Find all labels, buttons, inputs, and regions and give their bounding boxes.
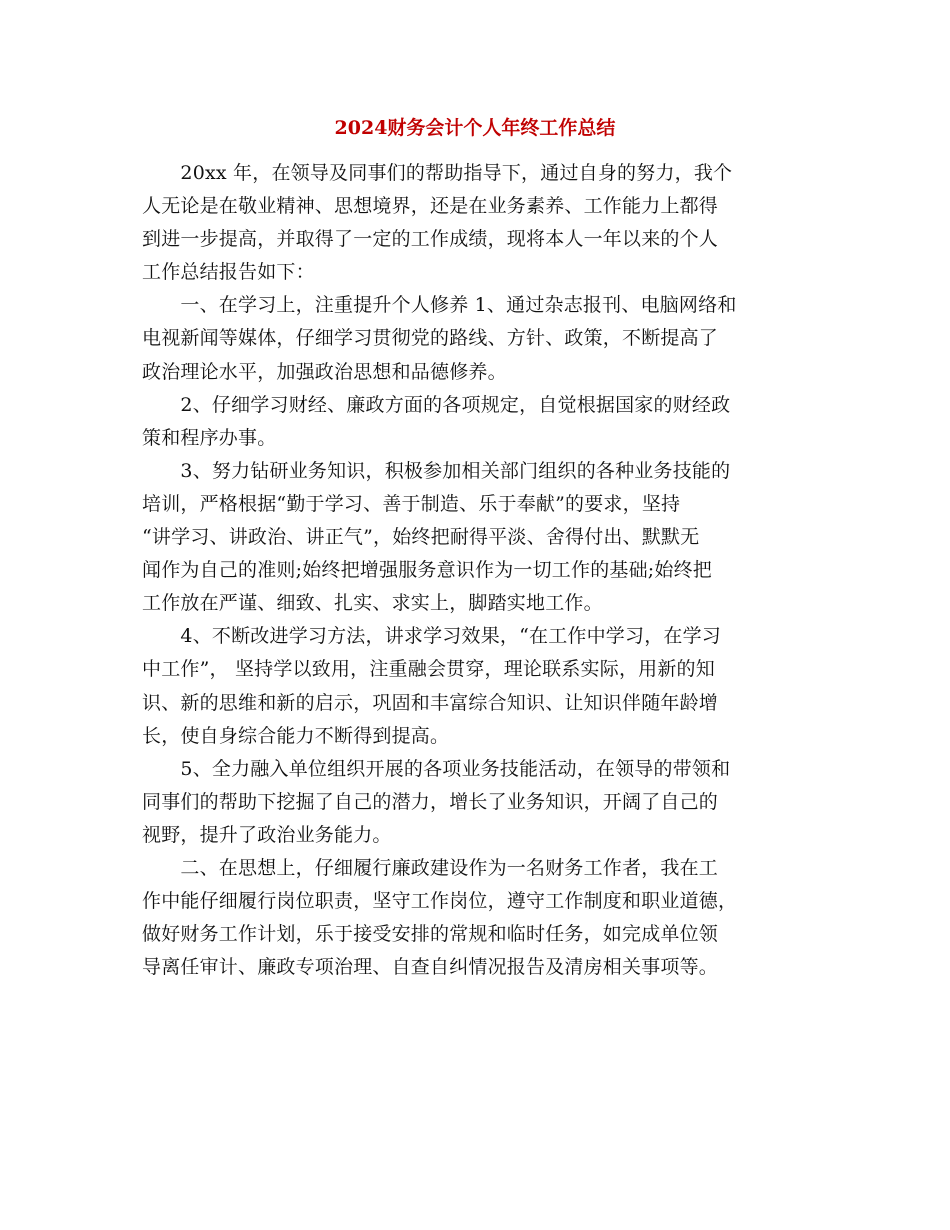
text-line: 4、不断改进学习方法，讲求学习效果，“在工作中学习，在学习	[142, 625, 722, 648]
text-line: 政治理论水平，加强政治思想和品德修养。	[142, 360, 507, 383]
text-line: 导离任审计、廉政专项治理、自查自纠情况报告及清房相关事项等。	[142, 956, 719, 979]
paragraph-ideology	[142, 852, 812, 984]
text-line: 培训，严格根据“勤于学习、善于制造、乐于奉献”的要求，坚持	[142, 492, 681, 515]
text-line: 策和程序办事。	[142, 426, 277, 449]
text-line: 工作放在严谨、细致、扎实、求实上，脚踏实地工作。	[142, 592, 603, 615]
text-line: 长，使自身综合能力不断得到提高。	[142, 724, 450, 747]
text-line: 电视新闻等媒体，仔细学习贯彻党的路线、方针、政策，不断提高了	[142, 327, 719, 350]
text-line: 闻作为自己的准则;始终把增强服务意识作为一切工作的基础;始终把	[142, 559, 713, 582]
paragraph-intro	[142, 157, 812, 289]
text-line: 5、全力融入单位组织开展的各项业务技能活动，在领导的带领和	[142, 757, 731, 780]
text-line: 2、仔细学习财经、廉政方面的各项规定，自觉根据国家的财经政	[142, 393, 731, 416]
text-line: 3、努力钻研业务知识，积极参加相关部门组织的各种业务技能的	[142, 459, 731, 482]
text-line: 人无论是在敬业精神、思想境界，还是在业务素养、工作能力上都得	[142, 195, 719, 218]
paragraph-study-4	[142, 620, 812, 752]
text-line: “讲学习、讲政治、讲正气”，始终把耐得平淡、舍得付出、默默无	[142, 526, 700, 549]
text-line: 20xx 年，在领导及同事们的帮助指导下，通过自身的努力，我个	[142, 162, 733, 184]
text-line: 中工作”， 坚持学以致用，注重融会贯穿，理论联系实际，用新的知	[142, 658, 715, 681]
paragraph-study-1	[142, 289, 812, 388]
text-line: 二、在思想上，仔细履行廉政建设作为一名财务工作者，我在工	[142, 856, 719, 879]
text-line: 到进一步提高，并取得了一定的工作成绩，现将本人一年以来的个人	[142, 228, 719, 251]
document-title: 2024财务会计个人年终工作总结	[334, 117, 616, 139]
text-line: 工作总结报告如下：	[142, 261, 315, 284]
text-line: 一、在学习上，注重提升个人修养 1、通过杂志报刊、电脑网络和	[142, 294, 737, 317]
paragraph-study-3	[142, 455, 812, 620]
paragraph-study-2	[142, 389, 812, 455]
text-line: 做好财务工作计划，乐于接受安排的常规和临时任务，如完成单位领	[142, 923, 719, 946]
text-line: 视野，提升了政治业务能力。	[142, 823, 392, 846]
paragraph-study-5	[142, 753, 812, 852]
text-line: 同事们的帮助下挖掘了自己的潜力，增长了业务知识，开阔了自己的	[142, 790, 719, 813]
text-line: 作中能仔细履行岗位职责，坚守工作岗位，遵守工作制度和职业道德，	[142, 890, 738, 913]
text-line: 识、新的思维和新的启示，巩固和丰富综合知识、让知识伴随年龄增	[142, 691, 719, 714]
document-body	[142, 157, 812, 984]
